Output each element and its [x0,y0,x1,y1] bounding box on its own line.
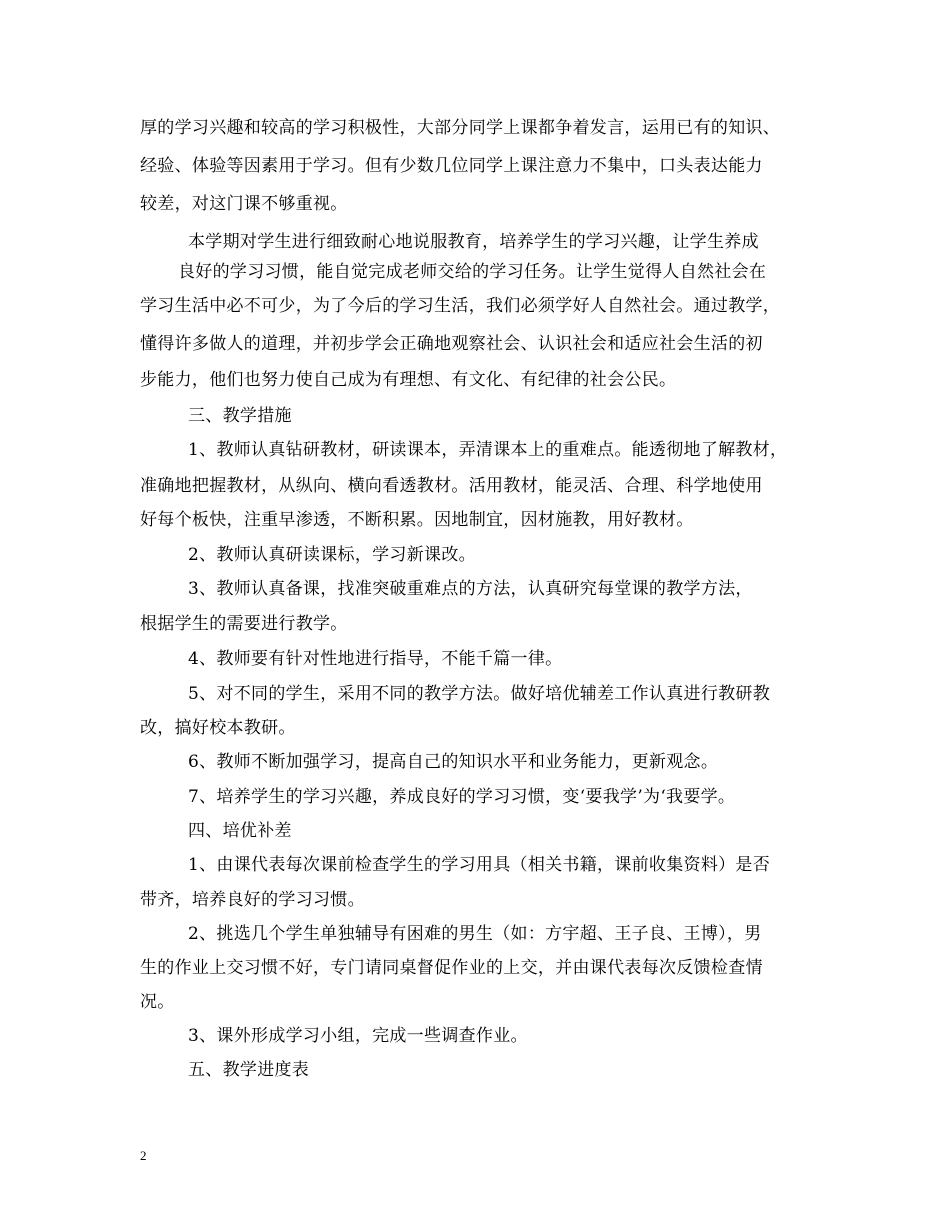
text-line: 生的作业上交习惯不好，专门请同桌督促作业的上交，并由课代表每次反馈检查情 [140,958,763,978]
text-line: 况。 [140,992,175,1012]
text-line: 1、由课代表每次课前检查学生的学习用具（相关书籍，课前收集资料）是否 [188,855,771,875]
text-line: 1、教师认真钻研教材，研读课本，弄清课本上的重难点。能透彻地了解教材， [188,440,788,460]
text-line: 4、教师要有针对性地进行指导，不能千篇一律。 [188,649,563,669]
text-line: 步能力，他们也努力使自己成为有理想、有文化、有纪律的社会公民。 [140,370,677,390]
text-line: 好每个板快，注重早渗透，不断积累。因地制宜，因材施教，用好教材。 [140,510,694,530]
text-line: 学习生活中必不可少，为了今后的学习生活，我们必须学好人自然社会。通过教学， [140,296,781,316]
text-line: 3、课外形成学习小组，完成一些调查作业。 [188,1026,528,1046]
text-line: 准确地把握教材，从纵向、横向看透教材。活用教材，能灵活、合理、科学地使用 [140,476,763,496]
text-line: 2、教师认真研读课标，学习新课改。 [188,545,476,565]
text-line: 懂得许多做人的道理，并初步学会正确地观察社会、认识社会和适应社会生活的初 [140,334,763,354]
text-line: 改，搞好校本教研。 [140,718,296,738]
section-heading: 三、教学措施 [188,406,292,426]
text-line: 较差，对这门课不够重视。 [140,194,348,214]
text-line: 带齐，培养良好的学习习惯。 [140,890,365,910]
text-line: 2、挑选几个学生单独辅导有困难的男生（如：方宇超、王子良、王博），男 [188,924,762,944]
text-line: 6、教师不断加强学习，提高自己的知识水平和业务能力，更新观念。 [188,752,719,772]
text-line: 厚的学习兴趣和较高的学习积极性，大部分同学上课都争着发言，运用已有的知识、 [140,118,781,138]
text-line: 良好的学习习惯，能自觉完成老师交给的学习任务。让学生觉得人自然社会在 [178,262,767,282]
text-line: 根据学生的需要进行教学。 [140,614,348,634]
text-line: 7、培养学生的学习兴趣，养成良好的学习习惯，变‘要我学’为‘我要学。 [188,787,736,807]
section-heading: 四、培优补差 [188,821,292,841]
text-line: 经验、体验等因素用于学习。但有少数几位同学上课注意力不集中，口头表达能力 [140,156,763,176]
text-line: 5、对不同的学生，采用不同的教学方法。做好培优辅差工作认真进行教研教 [188,684,771,704]
text-line: 本学期对学生进行细致耐心地说服教育，培养学生的学习兴趣，让学生养成 [188,232,759,252]
page-number: 2 [140,1148,147,1163]
section-heading: 五、教学进度表 [188,1060,310,1080]
text-line: 3、教师认真备课，找准突破重难点的方法，认真研究每堂课的教学方法， [188,579,753,599]
